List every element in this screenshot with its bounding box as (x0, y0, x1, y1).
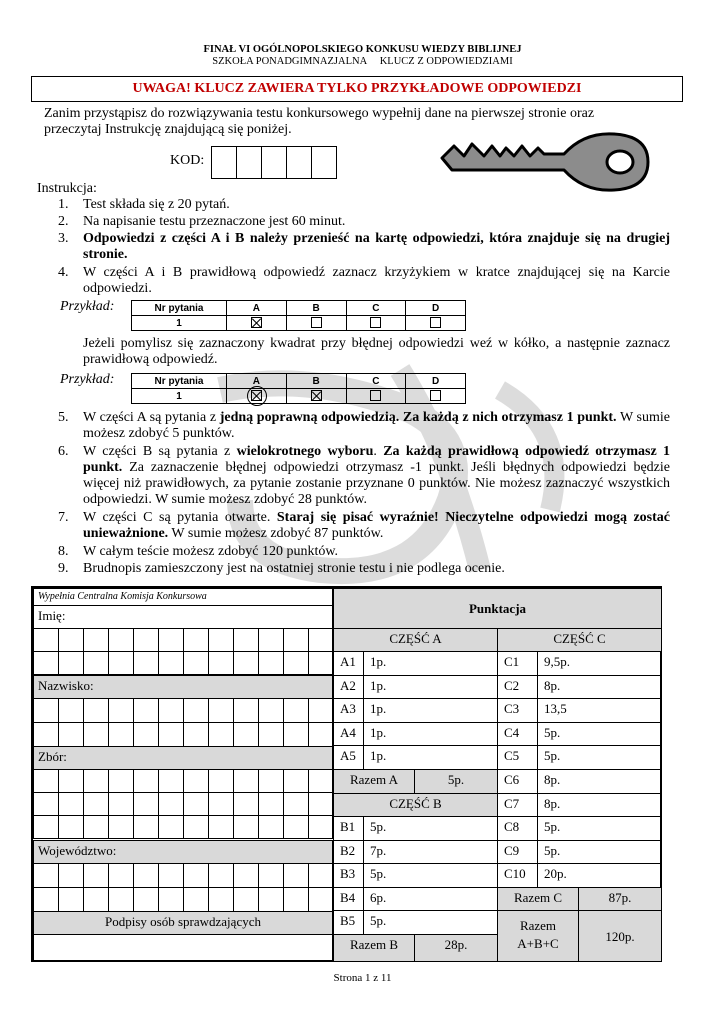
score-value: 1p. (363, 675, 498, 699)
wojewodztwo-input-grid[interactable] (33, 863, 333, 911)
letter-box[interactable] (58, 769, 84, 793)
letter-box[interactable] (208, 815, 234, 839)
letter-box[interactable] (283, 863, 309, 888)
instruction-item: 3. Odpowiedzi z części A i B należy przenieść na kartę odpowiedzi, która znajduje się na drugiej stronie. (58, 231, 670, 262)
score-value: 5p. (537, 816, 662, 841)
score-label: A4 (333, 722, 364, 746)
letter-box[interactable] (283, 651, 309, 675)
letter-box[interactable] (133, 887, 159, 912)
checkbox[interactable] (430, 317, 441, 328)
letter-box[interactable] (83, 722, 109, 747)
letter-box[interactable] (133, 815, 159, 839)
part-c-header: CZĘŚĆ C (497, 628, 662, 652)
letter-box[interactable] (58, 722, 84, 747)
letter-box[interactable] (233, 887, 259, 912)
score-label: B1 (333, 816, 364, 841)
letter-box[interactable] (208, 792, 234, 816)
letter-box[interactable] (83, 698, 109, 723)
page-number: Strona 1 z 11 (333, 972, 392, 984)
score-label: B3 (333, 863, 364, 888)
letter-box[interactable] (283, 815, 309, 839)
instruction-item: 7. W części C są pytania otwarte. Staraj się pisać wyraźnie! Nieczytelne odpowiedzi mogą zostać unieważnione. W sumie możesz zdobyć 87 punktów. (58, 510, 670, 541)
scoring-form (31, 586, 662, 962)
letter-box[interactable] (58, 698, 84, 723)
letter-box[interactable] (233, 698, 259, 723)
letter-box[interactable] (183, 698, 209, 723)
example-table-2 (131, 373, 466, 404)
example-header-c: C (346, 301, 406, 316)
letter-box[interactable] (233, 651, 259, 675)
razem-b-label: Razem B (333, 934, 415, 962)
example-label: Przykład: (60, 372, 115, 387)
letter-box[interactable] (183, 722, 209, 747)
letter-box[interactable] (258, 815, 284, 839)
example-header-c: C (346, 374, 406, 389)
score-label: C7 (497, 793, 538, 817)
letter-box[interactable] (233, 792, 259, 816)
score-label: A1 (333, 651, 364, 676)
score-label: C4 (497, 722, 538, 746)
instruction-item: 8. W całym teście możesz zdobyć 120 punktów. (58, 544, 339, 559)
instruction-item: 4. W części A i B prawidłową odpowiedź zaznacz krzyżykiem w kratce znajdującej się na Karcie odpowiedzi. (58, 265, 670, 296)
letter-box[interactable] (58, 628, 84, 652)
imie-input-grid[interactable] (33, 628, 333, 675)
letter-box[interactable] (308, 792, 333, 816)
letter-box[interactable] (183, 769, 209, 793)
podpisy-label: Podpisy osób sprawdzających (33, 911, 333, 935)
example-header-d: D (406, 301, 466, 316)
example-row-number: 1 (132, 389, 227, 404)
instruction-item: 1. Test składa się z 20 pytań. (58, 197, 230, 212)
letter-box[interactable] (283, 698, 309, 723)
letter-box[interactable] (183, 628, 209, 652)
example-table-1 (131, 300, 466, 331)
razem-c-value: 87p. (578, 887, 662, 911)
letter-box[interactable] (208, 887, 234, 912)
kod-box[interactable] (311, 146, 337, 179)
letter-box[interactable] (133, 628, 159, 652)
example-header-d: D (406, 374, 466, 389)
score-value: 1p. (363, 745, 498, 770)
letter-box[interactable] (158, 863, 184, 888)
letter-box[interactable] (83, 651, 109, 675)
score-value: 8p. (537, 675, 662, 699)
letter-box[interactable] (108, 792, 134, 816)
instructions-heading: Instrukcja: (37, 181, 97, 196)
letter-box[interactable] (108, 628, 134, 652)
score-label: C8 (497, 816, 538, 841)
letter-box[interactable] (233, 769, 259, 793)
score-label: A2 (333, 675, 364, 699)
letter-box[interactable] (158, 698, 184, 723)
letter-box[interactable] (158, 887, 184, 912)
score-value: 20p. (537, 863, 662, 888)
score-label: C1 (497, 651, 538, 676)
letter-box[interactable] (133, 698, 159, 723)
letter-box[interactable] (108, 769, 134, 793)
checkbox[interactable] (311, 317, 322, 328)
letter-box[interactable] (108, 698, 134, 723)
letter-box[interactable] (83, 863, 109, 888)
letter-box[interactable] (308, 698, 333, 723)
score-value: 1p. (363, 651, 498, 676)
score-value: 6p. (363, 887, 498, 911)
letter-box[interactable] (308, 651, 333, 675)
letter-box[interactable] (258, 887, 284, 912)
score-value: 5p. (363, 816, 498, 841)
letter-box[interactable] (33, 628, 59, 652)
letter-box[interactable] (233, 863, 259, 888)
letter-box[interactable] (183, 651, 209, 675)
wojewodztwo-label: Województwo: (33, 840, 333, 864)
letter-box[interactable] (308, 628, 333, 652)
score-label: C5 (497, 745, 538, 770)
letter-box[interactable] (258, 863, 284, 888)
score-label: C10 (497, 863, 538, 888)
instruction-item: 6. W części B są pytania z wielokrotnego wyboru. Za każdą prawidłową odpowiedź otrzymasz 1 punkt. Za zaznaczenie błędnej odpowiedzi otrzymasz -1 punkt. Jeśli błędnych odpowiedzi będzie więcej niż prawidłowych, za pytanie zostanie przyznane 0 punktów. Nie możesz zaznaczyć wszystkich odpowiedzi. W sumie możesz zdobyć 28 punktów. (58, 444, 670, 507)
letter-box[interactable] (183, 887, 209, 912)
instruction-item: 2. Na napisanie testu przeznaczone jest 60 minut. (58, 214, 346, 229)
nazwisko-input-grid[interactable] (33, 698, 333, 746)
letter-box[interactable] (283, 722, 309, 747)
letter-box[interactable] (183, 792, 209, 816)
letter-box[interactable] (208, 863, 234, 888)
signature-field[interactable] (33, 934, 333, 961)
score-label: C6 (497, 769, 538, 794)
letter-box[interactable] (33, 863, 59, 888)
letter-box[interactable] (258, 792, 284, 816)
letter-box[interactable] (258, 769, 284, 793)
checkbox-circled[interactable] (251, 390, 262, 401)
letter-box[interactable] (133, 863, 159, 888)
letter-box[interactable] (258, 722, 284, 747)
warning-banner: UWAGA! KLUCZ ZAWIERA TYLKO PRZYKŁADOWE ODPOWIEDZI (31, 76, 683, 102)
letter-box[interactable] (258, 698, 284, 723)
checkbox[interactable] (370, 390, 381, 401)
part-a-header: CZĘŚĆ A (333, 628, 498, 652)
razem-total-label (497, 910, 579, 962)
kod-box[interactable] (261, 146, 287, 179)
letter-box[interactable] (58, 887, 84, 912)
example-header-b: B (286, 374, 346, 389)
example-header-a: A (227, 301, 287, 316)
zbor-label: Zbór: (33, 746, 333, 770)
letter-box[interactable] (33, 815, 59, 839)
razem-a-value: 5p. (414, 769, 498, 794)
letter-box[interactable] (308, 769, 333, 793)
letter-box[interactable] (108, 887, 134, 912)
score-value: 1p. (363, 722, 498, 746)
example-label: Przykład: (60, 299, 115, 314)
razem-total-value: 120p. (578, 910, 662, 962)
letter-box[interactable] (283, 769, 309, 793)
exam-subtitle: SZKOŁA PONADGIMNAZJALNA KLUCZ Z ODPOWIEDZIAMI (212, 56, 513, 67)
letter-box[interactable] (133, 769, 159, 793)
letter-box[interactable] (33, 651, 59, 675)
score-value: 8p. (537, 769, 662, 794)
score-label: A5 (333, 745, 364, 770)
letter-box[interactable] (108, 863, 134, 888)
letter-box[interactable] (33, 722, 59, 747)
example-header-a: A (227, 374, 287, 389)
punktacja-title: Punktacja (333, 588, 662, 629)
letter-box[interactable] (83, 628, 109, 652)
letter-box[interactable] (33, 769, 59, 793)
score-value: 5p. (363, 910, 498, 935)
letter-box[interactable] (308, 863, 333, 888)
letter-box[interactable] (108, 722, 134, 747)
key-icon (434, 126, 654, 198)
score-label: B5 (333, 910, 364, 935)
example-header-b: B (286, 301, 346, 316)
letter-box[interactable] (133, 722, 159, 747)
score-value: 5p. (537, 840, 662, 864)
example-row-number: 1 (132, 316, 227, 331)
letter-box[interactable] (33, 698, 59, 723)
score-label: B4 (333, 887, 364, 911)
checkbox-checked[interactable] (251, 317, 262, 328)
letter-box[interactable] (133, 792, 159, 816)
letter-box[interactable] (208, 698, 234, 723)
letter-box[interactable] (58, 792, 84, 816)
checkbox-checked[interactable] (311, 390, 322, 401)
instruction-item: 9. Brudnopis zamieszczony jest na ostatniej stronie testu i nie podlega ocenie. (58, 561, 505, 576)
letter-box[interactable] (183, 863, 209, 888)
intro-text: Zanim przystąpisz do rozwiązywania testu konkursowego wypełnij dane na pierwszej stronie oraz przeczytaj Instrukcję znajdującą się poniżej. (44, 106, 595, 137)
letter-box[interactable] (108, 651, 134, 675)
letter-box[interactable] (158, 628, 184, 652)
form-caption: Wypełnia Centralna Komisja Konkursowa (33, 588, 333, 606)
score-value: 8p. (537, 793, 662, 817)
letter-box[interactable] (33, 792, 59, 816)
letter-box[interactable] (158, 769, 184, 793)
letter-box[interactable] (83, 815, 109, 839)
letter-box[interactable] (233, 722, 259, 747)
letter-box[interactable] (258, 628, 284, 652)
score-value: 7p. (363, 840, 498, 864)
nazwisko-label: Nazwisko: (33, 675, 333, 699)
letter-box[interactable] (308, 722, 333, 747)
razem-total-line2: A+B+C (517, 936, 559, 951)
part-b-header: CZĘŚĆ B (333, 793, 498, 817)
letter-box[interactable] (58, 815, 84, 839)
kod-box[interactable] (236, 146, 262, 179)
score-value: 5p. (537, 722, 662, 746)
letter-box[interactable] (233, 628, 259, 652)
example-header-nr: Nr pytania (132, 301, 227, 316)
razem-b-value: 28p. (414, 934, 498, 962)
score-label: A3 (333, 698, 364, 723)
score-table (333, 588, 662, 962)
letter-box[interactable] (183, 815, 209, 839)
score-value: 1p. (363, 698, 498, 723)
score-value: 13,5 (537, 698, 662, 723)
letter-box[interactable] (283, 792, 309, 816)
letter-box[interactable] (233, 815, 259, 839)
score-value: 9,5p. (537, 651, 662, 676)
letter-box[interactable] (83, 792, 109, 816)
letter-box[interactable] (208, 651, 234, 675)
letter-box[interactable] (158, 792, 184, 816)
letter-box[interactable] (133, 651, 159, 675)
kod-box[interactable] (211, 146, 237, 179)
checkbox[interactable] (430, 390, 441, 401)
kod-label: KOD: (170, 153, 205, 168)
letter-box[interactable] (158, 722, 184, 747)
letter-box[interactable] (208, 769, 234, 793)
letter-box[interactable] (283, 628, 309, 652)
zbor-input-grid[interactable] (33, 769, 333, 840)
letter-box[interactable] (58, 863, 84, 888)
exam-title: FINAŁ VI OGÓLNOPOLSKIEGO KONKUSU WIEDZY BIBLIJNEJ (203, 44, 522, 55)
score-value: 5p. (537, 745, 662, 770)
letter-box[interactable] (33, 887, 59, 912)
letter-box[interactable] (308, 887, 333, 912)
score-label: C3 (497, 698, 538, 723)
razem-a-label: Razem A (333, 769, 415, 794)
letter-box[interactable] (208, 722, 234, 747)
razem-total-line1: Razem (519, 918, 557, 933)
score-label: B2 (333, 840, 364, 864)
letter-box[interactable] (108, 815, 134, 839)
letter-box[interactable] (83, 769, 109, 793)
letter-box[interactable] (158, 815, 184, 839)
imie-label: Imię: (33, 605, 333, 629)
letter-box[interactable] (58, 651, 84, 675)
letter-box[interactable] (258, 651, 284, 675)
letter-box[interactable] (83, 887, 109, 912)
score-label: C9 (497, 840, 538, 864)
score-label: C2 (497, 675, 538, 699)
kod-box[interactable] (286, 146, 312, 179)
instruction-item: Jeżeli pomylisz się zaznaczony kwadrat przy błędnej odpowiedzi weź w kółko, a następnie zaznacz prawidłową odpowiedź. (83, 336, 670, 367)
example-header-nr: Nr pytania (132, 374, 227, 389)
letter-box[interactable] (208, 628, 234, 652)
letter-box[interactable] (158, 651, 184, 675)
letter-box[interactable] (308, 815, 333, 839)
score-value: 5p. (363, 863, 498, 888)
instruction-item: 5. W części A są pytania z jedną poprawną odpowiedzią. Za każdą z nich otrzymasz 1 punkt. W sumie możesz zdobyć 5 punktów. (58, 410, 670, 441)
checkbox[interactable] (370, 317, 381, 328)
letter-box[interactable] (283, 887, 309, 912)
razem-c-label: Razem C (497, 887, 579, 911)
kod-input-boxes[interactable] (212, 146, 337, 179)
